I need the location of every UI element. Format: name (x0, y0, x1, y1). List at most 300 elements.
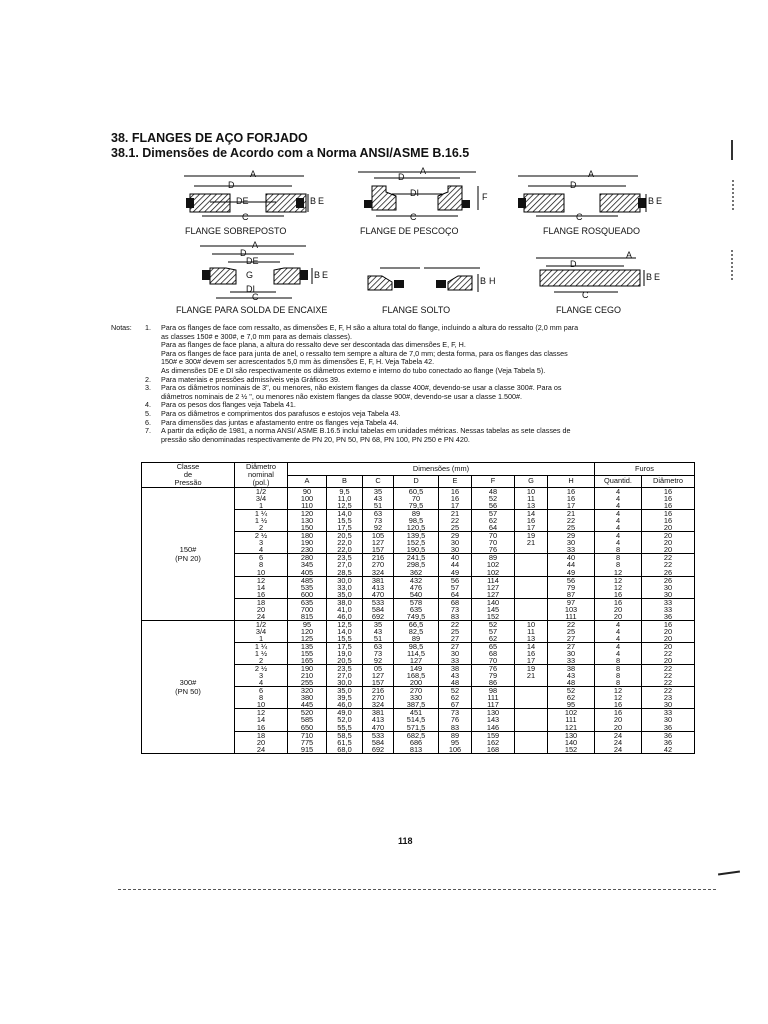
table-cell: 22 (642, 665, 695, 673)
table-body (142, 488, 695, 754)
table-cell: 90 (288, 488, 327, 496)
table-cell: 387,5 (394, 701, 439, 709)
table-cell: 157 (363, 546, 394, 554)
table-cell: 650 (288, 724, 327, 732)
table-cell: 27 (548, 635, 595, 643)
table-cell: 44 (439, 561, 472, 568)
dim-label-d: D (570, 259, 577, 269)
cell-nominal-diameter: 10 (235, 569, 288, 577)
table-cell: 700 (288, 606, 327, 613)
table-cell: 56 (548, 576, 595, 584)
table-cell: 92 (363, 524, 394, 532)
note-line: Para os diâmetros nominais de 3", ou menores, não existem flanges da classe 400#, devendo-se usar a classe 300#. Para os (161, 383, 562, 393)
table-cell: 19 (515, 532, 548, 540)
table-cell: 635 (394, 606, 439, 613)
col-a: A (288, 475, 327, 488)
table-cell: 11,0 (327, 495, 363, 502)
dim-label-a: A (252, 240, 259, 250)
table-cell: 12,5 (327, 620, 363, 628)
table-cell: 12,5 (327, 502, 363, 510)
table-cell: 49 (439, 569, 472, 577)
table-cell: 585 (288, 716, 327, 723)
dim-label-b: B (646, 272, 653, 282)
table-cell: 46,0 (327, 613, 363, 621)
note-number: 1. (145, 323, 151, 332)
table-cell: 470 (363, 724, 394, 732)
table-cell: 432 (394, 576, 439, 584)
dim-label-c: C (582, 290, 589, 300)
table-cell: 4 (595, 502, 642, 510)
dim-label-c: C (252, 292, 259, 302)
table-cell: 8 (595, 657, 642, 665)
table-cell: 25 (439, 628, 472, 635)
table-cell: 4 (595, 642, 642, 650)
table-cell: 4 (595, 495, 642, 502)
table-cell: 200 (394, 679, 439, 687)
dim-label-c: C (576, 212, 583, 222)
table-cell: 324 (363, 701, 394, 709)
table-cell: 23 (642, 694, 695, 701)
table-cell: 57 (472, 510, 515, 518)
flange-dimensions-table (141, 462, 695, 754)
table-cell: 127 (363, 539, 394, 546)
table-cell: 64 (439, 591, 472, 599)
table-cell: 241,5 (394, 554, 439, 562)
cell-nominal-diameter: 16 (235, 724, 288, 732)
table-cell: 22 (548, 517, 595, 524)
table-cell: 324 (363, 569, 394, 577)
table-cell: 4 (595, 620, 642, 628)
table-cell: 405 (288, 569, 327, 577)
table-cell: 345 (288, 561, 327, 568)
table-cell: 682,5 (394, 731, 439, 739)
table-cell: 255 (288, 679, 327, 687)
note-number: 5. (145, 408, 151, 418)
cell-nominal-diameter: 4 (235, 679, 288, 687)
note-item (111, 324, 671, 376)
cell-nominal-diameter: 1/2 (235, 488, 288, 496)
table-cell: 16 (548, 488, 595, 496)
table-cell: 20 (595, 724, 642, 732)
note-line: Para os pesos dos flanges veja Tabela 41. (161, 400, 296, 410)
table-cell: 13 (515, 502, 548, 510)
table-cell: 11 (515, 495, 548, 502)
table-cell: 43 (363, 495, 394, 502)
table-cell: 89 (394, 635, 439, 643)
dim-label-e: E (656, 196, 663, 206)
col-h: H (548, 475, 595, 488)
table-cell: 362 (394, 569, 439, 577)
table-cell: 16 (595, 701, 642, 709)
table-cell: 60,5 (394, 488, 439, 496)
table-cell: 33,0 (327, 584, 363, 591)
table-cell: 33 (548, 657, 595, 665)
table-cell: 100 (288, 495, 327, 502)
table-cell: 86 (472, 679, 515, 687)
table-cell: 36 (642, 739, 695, 746)
table-cell: 68 (472, 650, 515, 657)
diagram-flange-solto (362, 262, 502, 302)
cell-nominal-diameter: 18 (235, 731, 288, 739)
table-cell: 05 (363, 665, 394, 673)
dim-label-a: A (250, 169, 257, 179)
table-cell: 270 (363, 561, 394, 568)
table-cell: 155 (288, 650, 327, 657)
table-cell: 130 (472, 709, 515, 717)
table-cell: 28,5 (327, 569, 363, 577)
table-cell: 710 (288, 731, 327, 739)
table-cell: 114 (472, 576, 515, 584)
table-cell: 48 (472, 488, 515, 496)
table-cell: 65 (472, 642, 515, 650)
table-cell: 57 (439, 584, 472, 591)
table-cell: 127 (472, 584, 515, 591)
table-cell: 27 (439, 635, 472, 643)
table-cell: 20 (642, 628, 695, 635)
table-cell: 30 (548, 539, 595, 546)
cell-nominal-diameter: 8 (235, 561, 288, 568)
table-cell: 43 (548, 672, 595, 679)
table-cell: 52,0 (327, 716, 363, 723)
table-cell: 15,5 (327, 517, 363, 524)
col-furos-quantid: Quantid. (595, 475, 642, 488)
table-cell: 470 (363, 591, 394, 599)
table-cell: 210 (288, 672, 327, 679)
table-cell: 270 (363, 694, 394, 701)
table-cell: 120 (288, 628, 327, 635)
table-cell: 4 (595, 635, 642, 643)
table-cell: 30,0 (327, 576, 363, 584)
table-cell (515, 694, 548, 701)
table-cell (515, 598, 548, 606)
table-cell: 24 (595, 731, 642, 739)
table-cell: 42 (642, 746, 695, 754)
note-item (111, 427, 671, 444)
note-number: 3. (145, 383, 151, 393)
cell-nominal-diameter: 14 (235, 716, 288, 723)
table-cell: 44 (548, 561, 595, 568)
table-cell: 102 (548, 709, 595, 717)
diagram-flange-cego (532, 250, 672, 302)
table-cell: 79,5 (394, 502, 439, 510)
section-title: 38. FLANGES DE AÇO FORJADO (111, 131, 308, 145)
table-cell: 149 (394, 665, 439, 673)
notes-lead: Notas: (111, 323, 132, 332)
pressure-class-text: (PN 20) (175, 553, 201, 563)
table-cell: 584 (363, 739, 394, 746)
table-cell: 95 (288, 620, 327, 628)
table-cell: 56 (439, 576, 472, 584)
table-cell: 19 (515, 665, 548, 673)
diagram-caption: FLANGE SOLTO (382, 305, 451, 315)
table-cell: 20 (642, 546, 695, 554)
table-cell: 10 (515, 620, 548, 628)
cell-nominal-diameter: 2 ½ (235, 532, 288, 540)
diagram-flange-solda-encaixe (196, 240, 336, 304)
table-cell: 22 (642, 554, 695, 562)
table-cell: 114,5 (394, 650, 439, 657)
header-classe-l2: de (183, 470, 193, 479)
table-cell: 43 (363, 628, 394, 635)
table-cell: 21 (515, 672, 548, 679)
table-cell: 76 (472, 665, 515, 673)
note-number: 7. (145, 426, 151, 436)
table-cell: 20 (642, 532, 695, 540)
cell-nominal-diameter: 6 (235, 554, 288, 562)
table-cell: 13 (515, 635, 548, 643)
table-cell: 38,0 (327, 598, 363, 606)
table-cell: 92 (363, 657, 394, 665)
table-cell: 79 (548, 584, 595, 591)
header-diametro-l1: Diâmetro (246, 462, 276, 471)
table-cell: 66,5 (394, 620, 439, 628)
table-cell: 105 (363, 532, 394, 540)
note-line: Para os diâmetros e comprimentos dos parafusos e estojos veja Tabela 43. (161, 408, 401, 418)
table-cell: 380 (288, 694, 327, 701)
table-cell: 17,5 (327, 524, 363, 532)
table-cell: 52 (472, 495, 515, 502)
diagram-caption: FLANGE PARA SOLDA DE ENCAIXE (176, 305, 328, 315)
table-cell: 20 (642, 539, 695, 546)
table-cell: 8 (595, 672, 642, 679)
table-cell: 110 (288, 502, 327, 510)
dim-label-f: F (482, 192, 488, 202)
table-cell: 35,0 (327, 687, 363, 695)
table-cell: 4 (595, 524, 642, 532)
table-cell: 38 (439, 665, 472, 673)
table-cell (515, 576, 548, 584)
table-cell: 70 (472, 657, 515, 665)
table-cell: 152 (472, 613, 515, 621)
table-cell: 4 (595, 488, 642, 496)
table-cell: 20 (595, 716, 642, 723)
table-cell: 150 (288, 524, 327, 532)
note-line: Para os flanges de face para junta de anel, o ressalto tem sempre a altura de 7,0 mm; desta forma, para os flanges das classes (161, 348, 568, 358)
table-cell: 40 (439, 554, 472, 562)
table-cell: 52 (439, 687, 472, 695)
table-cell: 95 (548, 701, 595, 709)
col-c: C (363, 475, 394, 488)
dim-label-b: B (314, 270, 321, 280)
dim-label-a: A (626, 250, 633, 260)
table-cell: 17 (515, 524, 548, 532)
table-cell: 20 (642, 635, 695, 643)
table-cell: 16 (595, 591, 642, 599)
table-cell: 21 (439, 510, 472, 518)
table-cell: 540 (394, 591, 439, 599)
section-subtitle: 38.1. Dimensões de Acordo com a Norma ANSI/ASME B.16.5 (111, 146, 470, 160)
table-cell: 20,5 (327, 657, 363, 665)
notes (111, 324, 671, 444)
table-cell: 16 (439, 488, 472, 496)
diagram-caption: FLANGE CEGO (556, 305, 622, 315)
dim-label-c: C (410, 212, 417, 222)
table-cell: 26 (642, 569, 695, 577)
table-cell: 230 (288, 546, 327, 554)
cell-nominal-diameter: 8 (235, 694, 288, 701)
table-cell: 102 (472, 561, 515, 568)
col-g: G (515, 475, 548, 488)
table-cell: 79 (472, 672, 515, 679)
table-cell: 413 (363, 584, 394, 591)
table-cell: 89 (394, 510, 439, 518)
table-cell: 95 (439, 739, 472, 746)
table-cell: 320 (288, 687, 327, 695)
table-cell: 30 (439, 546, 472, 554)
table-cell: 476 (394, 584, 439, 591)
diagram-caption: FLANGE ROSQUEADO (543, 226, 641, 236)
table-cell: 146 (472, 724, 515, 732)
table-cell: 20 (642, 657, 695, 665)
header-diametro-l3: (pol.) (252, 478, 270, 487)
diagram-flange-rosqueado (514, 168, 664, 230)
table-cell: 49 (548, 569, 595, 577)
table-cell: 68 (439, 598, 472, 606)
table-cell: 27 (439, 642, 472, 650)
table-cell: 23,5 (327, 665, 363, 673)
table-cell: 102 (472, 569, 515, 577)
table-cell: 16 (439, 495, 472, 502)
table-cell: 4 (595, 628, 642, 635)
dim-label-d: D (570, 180, 577, 190)
table-cell: 600 (288, 591, 327, 599)
table-cell: 111 (548, 716, 595, 723)
table-cell: 29 (548, 532, 595, 540)
table-cell: 62 (472, 517, 515, 524)
table-cell: 25 (548, 628, 595, 635)
table-cell: 106 (439, 746, 472, 754)
table-cell: 815 (288, 613, 327, 621)
table-cell: 22 (439, 517, 472, 524)
dim-label-d: D (228, 180, 235, 190)
note-line: Para as flanges de face plana, a altura do ressalto deve ser descontada das dimensões E, F, H. (161, 340, 466, 350)
table-cell: 17,5 (327, 642, 363, 650)
header-classe (142, 463, 235, 488)
cell-nominal-diameter: 14 (235, 584, 288, 591)
table-cell: 33 (548, 546, 595, 554)
table-cell: 16 (642, 620, 695, 628)
table-cell: 17 (548, 502, 595, 510)
dim-label-e: E (318, 196, 325, 206)
table-cell: 8 (595, 561, 642, 568)
table-cell: 12 (595, 584, 642, 591)
table-cell (515, 606, 548, 613)
dim-label-e: E (322, 270, 329, 280)
table-cell: 33 (642, 709, 695, 717)
table-cell: 89 (439, 731, 472, 739)
table-cell: 22 (642, 672, 695, 679)
table-cell: 16 (515, 650, 548, 657)
table-cell: 39,5 (327, 694, 363, 701)
diagram-caption: FLANGE DE PESCOÇO (360, 226, 459, 236)
table-cell: 30 (548, 650, 595, 657)
table-cell: 20 (642, 524, 695, 532)
table-cell (515, 731, 548, 739)
table-cell: 16 (642, 510, 695, 518)
table-cell: 157 (363, 679, 394, 687)
table-cell: 514,5 (394, 716, 439, 723)
table-cell: 127 (363, 672, 394, 679)
table-cell: 27,0 (327, 672, 363, 679)
dim-label-h: H (489, 276, 496, 286)
table-cell: 20 (595, 613, 642, 621)
table-cell: 270 (394, 687, 439, 695)
pressure-class-text: 300# (179, 677, 197, 687)
table-cell: 89 (472, 554, 515, 562)
table-cell: 216 (363, 554, 394, 562)
table-cell: 584 (363, 606, 394, 613)
table-cell: 571,5 (394, 724, 439, 732)
table-cell: 40 (548, 554, 595, 562)
table-cell: 485 (288, 576, 327, 584)
table-cell: 121 (548, 724, 595, 732)
table-cell: 33 (642, 598, 695, 606)
dim-label-de: DE (236, 196, 249, 206)
dim-label-a: A (588, 169, 595, 179)
table-cell: 775 (288, 739, 327, 746)
table-cell: 22 (642, 561, 695, 568)
table-cell: 381 (363, 576, 394, 584)
table-cell: 130 (548, 731, 595, 739)
table-cell: 62 (439, 694, 472, 701)
note-number: 4. (145, 400, 151, 410)
table-cell (515, 687, 548, 695)
table-cell: 16 (515, 517, 548, 524)
page-number: 118 (398, 836, 413, 846)
table-cell: 33 (439, 657, 472, 665)
col-e: E (439, 475, 472, 488)
col-f: F (472, 475, 515, 488)
table-cell: 127 (394, 657, 439, 665)
col-furos-diametro: Diâmetro (642, 475, 695, 488)
table-cell: 30 (642, 716, 695, 723)
table-cell: 4 (595, 510, 642, 518)
table-cell: 16 (595, 709, 642, 717)
pressure-class-text: 150# (179, 544, 197, 554)
table-cell: 19,0 (327, 650, 363, 657)
table-cell: 29 (439, 532, 472, 540)
table-cell: 25 (548, 524, 595, 532)
table-cell: 692 (363, 746, 394, 754)
dim-label-di: DI (410, 188, 419, 198)
header-classe-l3: Pressão (174, 478, 202, 487)
table-cell: 63 (363, 642, 394, 650)
table-cell: 67 (439, 701, 472, 709)
table-cell: 36 (642, 731, 695, 739)
table-cell: 168,5 (394, 672, 439, 679)
table-cell: 111 (548, 613, 595, 621)
cell-nominal-diameter: 16 (235, 591, 288, 599)
cell-nominal-diameter: 3 (235, 539, 288, 546)
table-cell: 4 (595, 532, 642, 540)
table-cell (515, 546, 548, 554)
table-cell: 56 (472, 502, 515, 510)
table-cell: 749,5 (394, 613, 439, 621)
table-cell: 16 (642, 502, 695, 510)
dim-label-g: G (246, 270, 254, 280)
note-line: as classes 150# e 300#, e 7,0 mm para as demais classes). (161, 331, 352, 341)
table-cell: 21 (515, 539, 548, 546)
cell-nominal-diameter: 1 ½ (235, 650, 288, 657)
table-cell: 165 (288, 657, 327, 665)
table-cell: 16 (642, 517, 695, 524)
table-cell: 190,5 (394, 546, 439, 554)
table-cell: 4 (595, 650, 642, 657)
table-cell: 35,0 (327, 591, 363, 599)
note-line: diâmetros nominais de 2 ½ ", ou menores não existem flanges da classe 900#, devendo-se usar a classe 1.500#. (161, 391, 522, 401)
table-cell: 451 (394, 709, 439, 717)
table-cell: 49,0 (327, 709, 363, 717)
